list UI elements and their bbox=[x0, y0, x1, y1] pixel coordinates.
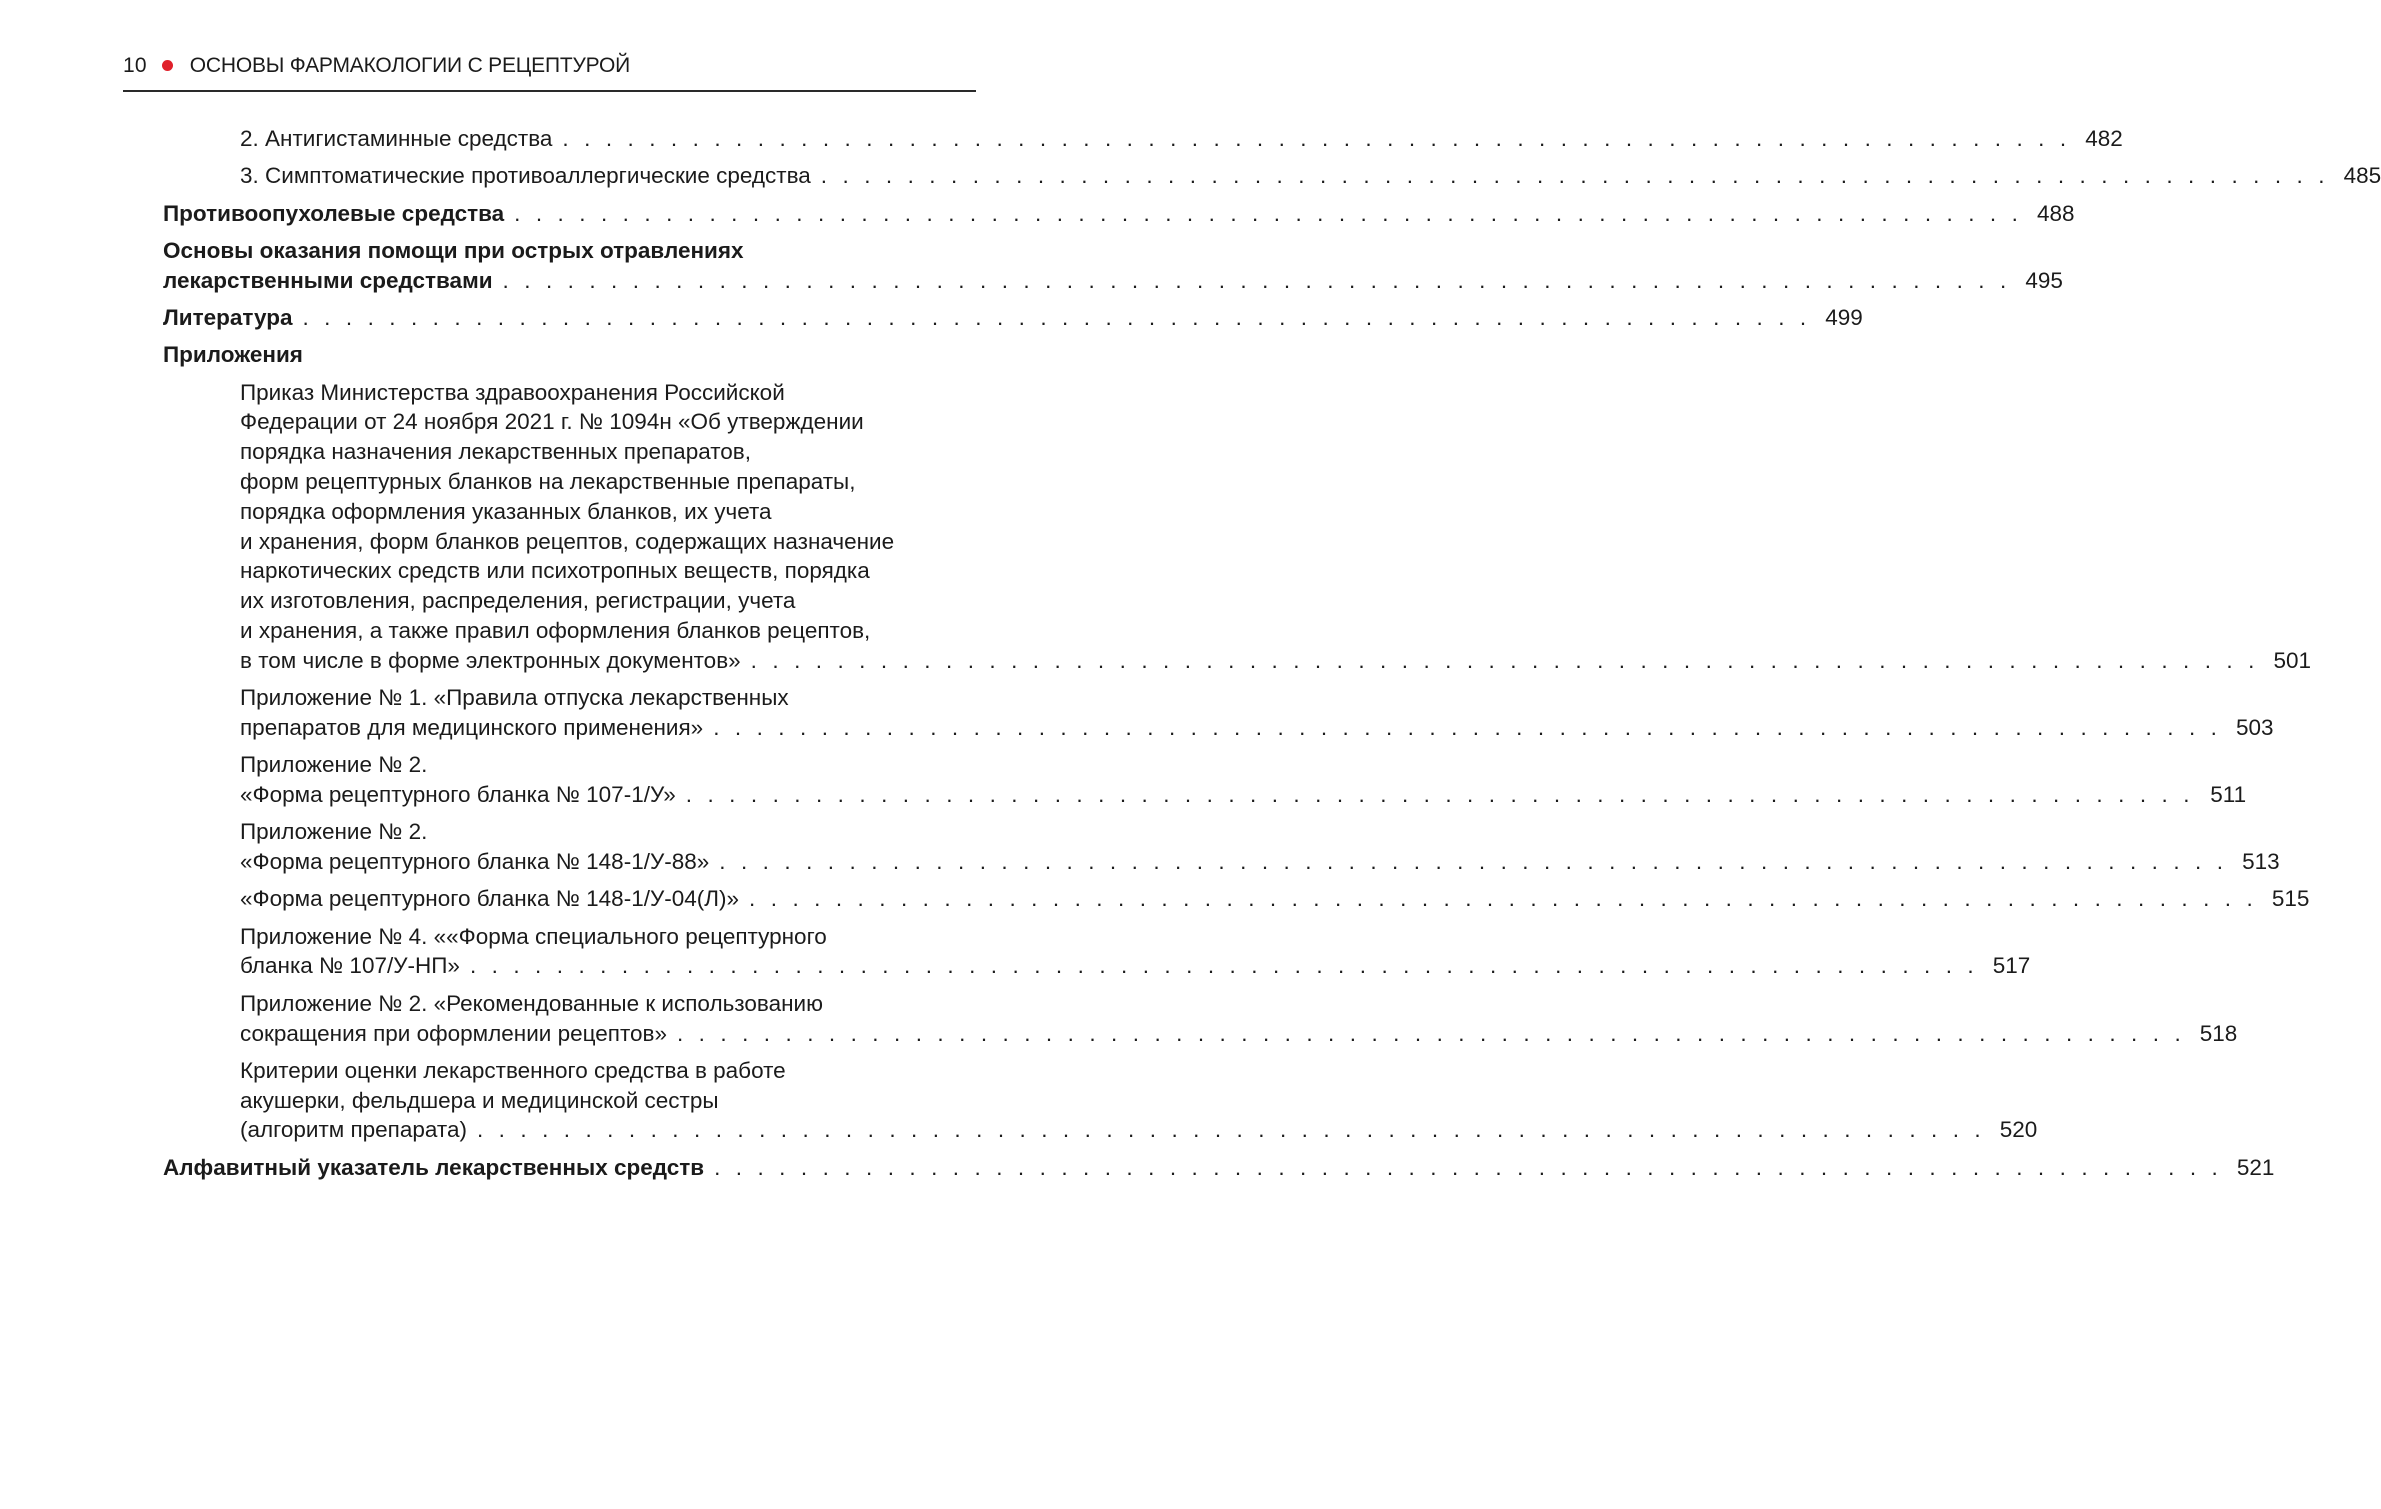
toc-entry-title-line: и хранения, а также правил оформления бланков рецептов, bbox=[240, 617, 871, 643]
dot-leader: . . . . . . . . . . . . . . . . . . . . . . . . . . . . . . . . . . . . . . . . . . . . . . . . . . . . . . . . . . . . . . . . . . . . . . bbox=[714, 1154, 2223, 1180]
toc-page-number: 513 bbox=[2242, 849, 2280, 875]
dot-leader: . . . . . . . . . . . . . . . . . . . . . . . . . . . . . . . . . . . . . . . . . . . . . . . . . . . . . . . . . . . . . . . . . . . . . . bbox=[502, 267, 2011, 293]
toc-entry-title-line: Приложение № 2. bbox=[240, 752, 428, 778]
toc-entry-title-line: акушерки, фельдшера и медицинской сестры bbox=[240, 1087, 719, 1113]
toc-entry-title: Литература bbox=[163, 304, 293, 330]
toc-entry-title-line: в том числе в форме электронных документов» bbox=[240, 647, 741, 673]
toc-page-number: 503 bbox=[2235, 714, 2274, 740]
toc-entry-appendix-2-107[interactable] bbox=[0, 750, 2247, 810]
dot-leader: . . . . . . . . . . . . . . . . . . . . . . . . . . . . . . . . . . . . . . . . . . . . . . . . . . . . . . . . . . . . . . . . . . . . . . bbox=[713, 714, 2222, 740]
toc-entry-symptomatic[interactable] bbox=[0, 161, 2381, 191]
dot-leader: . . . . . . . . . . . . . . . . . . . . . . . . . . . . . . . . . . . . . . . . . . . . . . . . . . . . . . . . . . . . . . . . . . . . . . bbox=[750, 647, 2259, 673]
toc-page-number: 520 bbox=[1999, 1117, 2038, 1143]
dot-leader: . . . . . . . . . . . . . . . . . . . . . . . . . . . . . . . . . . . . . . . . . . . . . . . . . . . . . . . . . . . . . . . . . . . . . . bbox=[302, 304, 1811, 330]
toc-entry-title-line: Приложение № 2. «Рекомендованные к использованию bbox=[240, 990, 823, 1016]
toc-page-number: 515 bbox=[2271, 886, 2310, 912]
toc-entry-title-line: «Форма рецептурного бланка № 107-1/У» bbox=[240, 781, 676, 807]
toc-page-number: 501 bbox=[2273, 647, 2311, 673]
toc-entry-poisoning[interactable] bbox=[0, 236, 2063, 296]
toc-entry-title-line: бланка № 107/У-НП» bbox=[240, 953, 460, 979]
toc-entry-title-line: форм рецептурных бланков на лекарственные препараты, bbox=[240, 468, 856, 494]
toc-page-number: 511 bbox=[2210, 781, 2247, 807]
toc-entry-form-148-04[interactable] bbox=[0, 884, 2310, 914]
dot-leader: . . . . . . . . . . . . . . . . . . . . . . . . . . . . . . . . . . . . . . . . . . . . . . . . . . . . . . . . . . . . . . . . . . . . . . bbox=[514, 200, 2023, 226]
toc-page-number: 499 bbox=[1825, 304, 1863, 330]
toc-page-number: 518 bbox=[2199, 1020, 2238, 1046]
dot-leader: . . . . . . . . . . . . . . . . . . . . . . . . . . . . . . . . . . . . . . . . . . . . . . . . . . . . . . . . . . . . . . . . . . . . . . bbox=[469, 953, 1979, 979]
toc-entry-ministry-order[interactable] bbox=[0, 378, 2311, 676]
toc-entry-title: Алфавитный указатель лекарственных средств bbox=[163, 1154, 705, 1180]
toc-entry-title-line: Основы оказания помощи при острых отравлениях bbox=[163, 237, 744, 263]
toc-entry-title-line: препаратов для медицинского применения» bbox=[240, 714, 704, 740]
toc-entry-title-line: (алгоритм препарата) bbox=[240, 1117, 467, 1143]
toc-entry-title: «Форма рецептурного бланка № 148-1/У-04(Л)» bbox=[240, 886, 740, 912]
toc-entry-appendix-4[interactable] bbox=[0, 922, 2031, 982]
toc-entry-title-line: «Форма рецептурного бланка № 148-1/У-88» bbox=[240, 849, 710, 875]
toc-entry-title-line: Критерии оценки лекарственного средства в работе bbox=[240, 1057, 786, 1083]
toc-entry-title-line: порядка назначения лекарственных препаратов, bbox=[240, 439, 751, 465]
toc-entry-evaluation-criteria[interactable] bbox=[0, 1056, 2038, 1145]
toc-entry-title-line: их изготовления, распределения, регистрации, учета bbox=[240, 588, 796, 614]
toc-entry-alphabetical-index[interactable] bbox=[0, 1153, 2275, 1183]
page-number: 10 bbox=[123, 54, 147, 77]
toc-entry-title-line: Федерации от 24 ноября 2021 г. № 1094н «Об утверждении bbox=[240, 409, 864, 435]
dot-leader: . . . . . . . . . . . . . . . . . . . . . . . . . . . . . . . . . . . . . . . . . . . . . . . . . . . . . . . . . . . . . . . . . . . . . . bbox=[476, 1117, 1986, 1143]
toc-entry-antitumor[interactable] bbox=[0, 199, 2075, 229]
dot-leader: . . . . . . . . . . . . . . . . . . . . . . . . . . . . . . . . . . . . . . . . . . . . . . . . . . . . . . . . . . . . . . . . . . . . . . bbox=[685, 781, 2195, 807]
running-header bbox=[123, 52, 976, 92]
dot-leader: . . . . . . . . . . . . . . . . . . . . . . . . . . . . . . . . . . . . . . . . . . . . . . . . . . . . . . . . . . . . . . . . . . . . . . bbox=[676, 1020, 2186, 1046]
toc-entry-literature[interactable] bbox=[0, 303, 1863, 333]
toc-entry-appendix-2-148-88[interactable] bbox=[0, 817, 2280, 877]
dot-leader: . . . . . . . . . . . . . . . . . . . . . . . . . . . . . . . . . . . . . . . . . . . . . . . . . . . . . . . . . . . . . . . . . . . . . . bbox=[820, 163, 2330, 189]
toc-page-number: 517 bbox=[1992, 953, 2031, 979]
toc-page-number: 521 bbox=[2236, 1154, 2275, 1180]
toc-entry-title-line: Приложение № 4. ««Форма специального рецептурного bbox=[240, 923, 827, 949]
toc-entry-appendices[interactable] bbox=[0, 340, 1000, 370]
toc-entry-appendix-1[interactable] bbox=[0, 683, 2274, 743]
toc-entry-title: 2. Антигистаминные средства bbox=[240, 126, 553, 151]
toc-entry-title-line: сокращения при оформлении рецептов» bbox=[240, 1020, 667, 1046]
running-title: ОСНОВЫ ФАРМАКОЛОГИИ С РЕЦЕПТУРОЙ bbox=[189, 54, 630, 77]
toc-entry-title-line: Приказ Министерства здравоохранения Российской bbox=[240, 379, 785, 405]
toc-entry-title-line: и хранения, форм бланков рецептов, содержащих назначение bbox=[240, 528, 895, 554]
toc-entry-title-line: Приложение № 2. bbox=[240, 819, 428, 845]
toc-page-number: 485 bbox=[2343, 163, 2381, 189]
dot-leader: . . . . . . . . . . . . . . . . . . . . . . . . . . . . . . . . . . . . . . . . . . . . . . . . . . . . . . . . . . . . . . . . . . . . . . bbox=[749, 886, 2258, 912]
toc-entry-title: 3. Симптоматические противоаллергические средства bbox=[240, 163, 811, 189]
dot-leader: . . . . . . . . . . . . . . . . . . . . . . . . . . . . . . . . . . . . . . . . . . . . . . . . . . . . . . . . . . . . . . . . . . . . . . bbox=[719, 849, 2228, 875]
toc-entry-title-line: Приложение № 1. «Правила отпуска лекарственных bbox=[240, 685, 789, 711]
toc-page-number: 495 bbox=[2025, 267, 2063, 293]
bullet-icon bbox=[162, 60, 173, 71]
dot-leader: . . . . . . . . . . . . . . . . . . . . . . . . . . . . . . . . . . . . . . . . . . . . . . . . . . . . . . . . . . . . . . . . . . . . . . bbox=[562, 126, 2071, 151]
table-of-contents bbox=[0, 124, 2381, 1183]
toc-entry-title: Приложения bbox=[163, 342, 303, 368]
toc-entry-title: Противоопухолевые средства bbox=[163, 200, 505, 226]
toc-page-number: 482 bbox=[2085, 126, 2123, 151]
toc-entry-antihistamines[interactable] bbox=[0, 124, 2123, 154]
toc-entry-title-line: лекарственными средствами bbox=[163, 267, 493, 293]
toc-page-number: 488 bbox=[2036, 200, 2075, 226]
toc-entry-title-line: наркотических средств или психотропных веществ, порядка bbox=[240, 558, 870, 584]
toc-entry-appendix-2-abbreviations[interactable] bbox=[0, 989, 2238, 1049]
toc-entry-title-line: порядка оформления указанных бланков, их учета bbox=[240, 498, 772, 524]
